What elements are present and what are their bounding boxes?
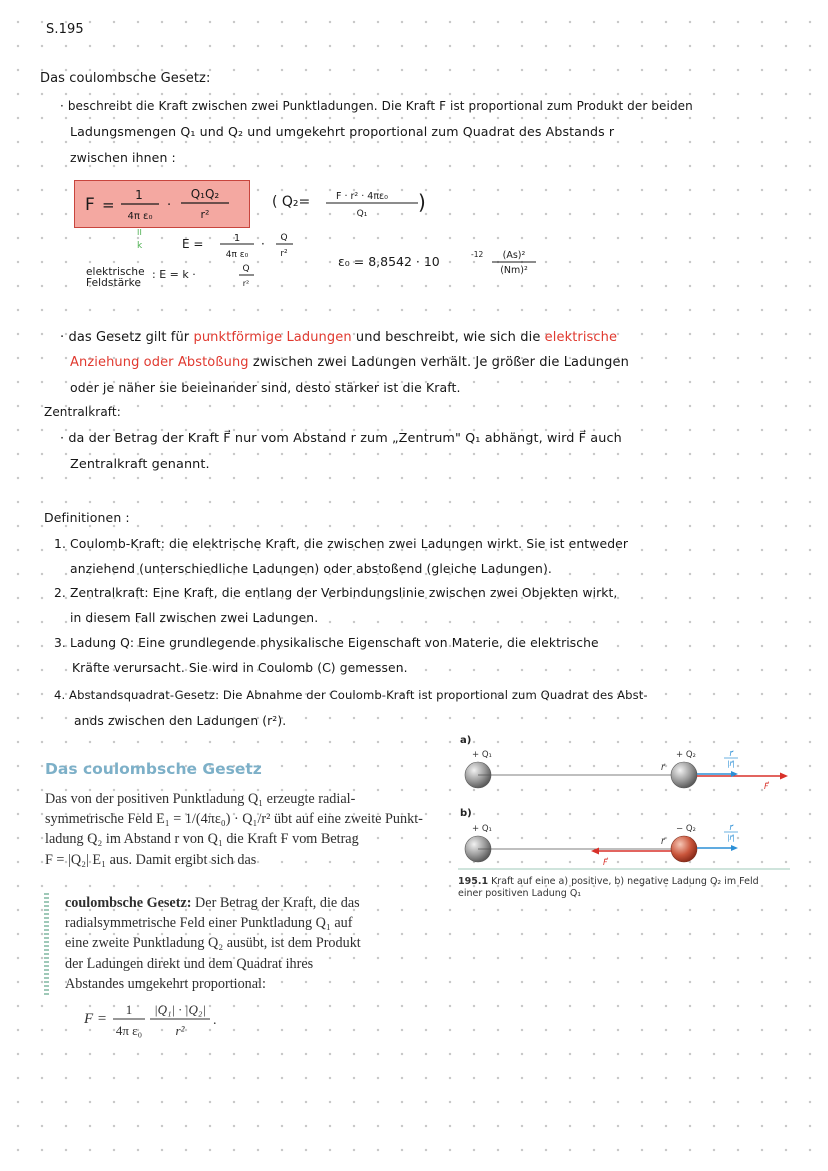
b-force-label: F⃗ <box>603 858 608 867</box>
section-title: Das coulombsche Gesetz: <box>40 71 211 86</box>
tbf-num2: |Q₁| · |Q₂| <box>154 1002 206 1017</box>
a-force-arrowhead <box>780 773 788 780</box>
q2-left: ( Q₂= <box>272 194 311 210</box>
law-note-1-red: punktförmige Ladungen <box>193 330 352 345</box>
definition-1-line-2: anziehend (unterschiedliche Ladungen) oder abstoßend (gleiche Ladungen). <box>70 561 552 576</box>
definition-4-line-1: 4. Abstandsquadrat-Gesetz: Die Abnahme der Coulomb-Kraft ist proportional zum Quadrat des Abst- <box>54 688 648 702</box>
law-note-2-red: Anziehung oder Abstoßung <box>70 355 249 370</box>
caption-line-1 <box>458 876 788 888</box>
field-strength-label-2: Feldstärke <box>86 277 142 289</box>
law-note-1a: · das Gesetz gilt für <box>60 330 194 345</box>
formula-den2: r² <box>200 208 210 221</box>
textbook-box-bold: coulombsche Gesetz: <box>65 895 192 911</box>
figure-caption <box>458 876 788 900</box>
formula-eq: = <box>102 196 115 214</box>
textbook-box-line-2: radialsymmetrische Feld einer Punktladung Q₁ auf <box>65 915 353 932</box>
fs-den: r² <box>242 279 250 288</box>
fs-formula: : E = k · <box>152 268 196 281</box>
field-strength-formula <box>150 260 260 292</box>
q2-den: Q₁ <box>356 209 368 219</box>
k-equals-marker: II <box>137 228 142 237</box>
b-q2-label: − Q₂ <box>676 824 696 834</box>
textbook-paragraph <box>45 789 445 870</box>
law-note-line-1 <box>60 330 617 345</box>
definitions-title: Definitionen : <box>44 510 130 525</box>
page-number: S.195 <box>46 22 84 37</box>
textbook-box-line-4: der Ladungen direkt und dem Quadrat ihres <box>65 955 314 972</box>
a-force-label: F⃗ <box>764 782 769 791</box>
definition-4-line-2: ands zwischen den Ladungen (r²). <box>74 714 287 728</box>
textbook-box-line-5: Abstandes umgekehrt proportional: <box>65 975 266 992</box>
formula-dot: · <box>167 198 172 213</box>
b-r-vec: r⃗ <box>661 837 665 847</box>
central-title: Zentralkraft: <box>44 405 121 419</box>
textbook-p1-line-2: symmetrische Feld E₁ = 1/(4πε₀) · Q₁/r² übt auf eine zweite Punkt- <box>45 811 423 828</box>
tbf-den2: r² <box>175 1023 185 1038</box>
formula-f: F <box>85 195 95 215</box>
b-unit-arrowhead <box>731 845 738 851</box>
tbf-end: . <box>213 1013 217 1028</box>
eps-lhs: ε₀ = 8,8542 · 10 <box>338 254 440 269</box>
law-note-2b: zwischen zwei Ladungen verhält. Je größer die Ladungen <box>248 355 629 370</box>
tbf-lhs: F = <box>84 1011 108 1027</box>
k-marker: k <box>137 241 143 251</box>
epsilon-constant <box>336 246 556 278</box>
textbook-box-formula <box>82 998 232 1042</box>
textbook-p1-line-3: ladung Q₂ im Abstand r von Q₁ die Kraft F vom Betrag <box>45 831 359 848</box>
a-unit-num: r⃗ <box>729 749 733 758</box>
field-den2: r² <box>280 249 288 259</box>
textbook-title: Das coulombsche Gesetz <box>45 760 262 778</box>
q2-formula <box>268 182 438 222</box>
law-note-line-3: oder je näher sie beieinander sind, desto stärker ist die Kraft. <box>70 380 461 395</box>
eps-den: (Nm)² <box>500 265 528 276</box>
textbook-box-line-1-rest: Der Betrag der Kraft, die das <box>191 895 360 911</box>
field-num1: 1 <box>233 233 241 244</box>
law-note-1b: und beschreibt, wie sich die <box>351 330 545 345</box>
tbf-num1: 1 <box>125 1002 133 1017</box>
caption-text: Kraft auf eine a) positive, b) negative Ladung Q₂ im Feld <box>488 876 759 887</box>
a-r-vec: r⃗ <box>661 763 665 773</box>
law-note-1-red2: elektrische <box>544 330 618 345</box>
eps-exp: -12 <box>471 250 484 259</box>
b-force-arrowhead <box>591 848 599 855</box>
figure-diagram <box>458 745 798 870</box>
field-num2: Q <box>280 233 288 243</box>
a-q2-label: + Q₂ <box>676 750 696 760</box>
intro-line-3: zwischen ihnen : <box>70 150 176 165</box>
field-strength-label-1: elektrische <box>86 266 145 278</box>
textbook-p1-line-4: F = |Q₂| E₁ aus. Damit ergibt sich das <box>45 851 257 868</box>
textbook-box-line-1 <box>65 893 445 913</box>
a-q2-sphere <box>671 762 697 788</box>
b-unit-num: r⃗ <box>729 823 733 832</box>
formula-num1: 1 <box>135 188 143 202</box>
formula-den1: 4π ε₀ <box>127 211 153 222</box>
q2-right: ) <box>418 190 426 214</box>
definition-2-line-2: in diesem Fall zwischen zwei Ladungen. <box>70 611 319 625</box>
field-formula <box>180 228 310 262</box>
definition-2-line-1: 2. Zentralkraft: Eine Kraft, die entlang der Verbindungslinie zwischen zwei Objekten wirkt, <box>54 586 618 600</box>
intro-line-1: · beschreibt die Kraft zwischen zwei Punktladungen. Die Kraft F ist proportional zum Produkt der beiden <box>60 99 693 113</box>
figure-a-label: a) <box>460 735 472 746</box>
q2-num: F · r² · 4πε₀ <box>335 191 389 202</box>
definition-1-line-1: 1. Coulomb-Kraft: die elektrische Kraft, die zwischen zwei Ladungen wirkt. Sie ist entweder <box>54 536 629 551</box>
tbf-den1: 4π ε₀ <box>115 1023 143 1038</box>
eps-num: (As)² <box>502 250 526 261</box>
textbook-box-line-3: eine zweite Punktladung Q₂ ausübt, ist dem Produkt <box>65 935 361 952</box>
fs-num: Q <box>242 264 250 274</box>
a-unit-den: |r⃗| <box>727 760 735 768</box>
field-den1: 4π ε₀ <box>225 250 249 260</box>
field-e: E = <box>182 237 204 251</box>
b-q1-label: + Q₁ <box>472 824 492 834</box>
field-dot: · <box>261 237 265 251</box>
central-line-1: · da der Betrag der Kraft F⃗ nur vom Abstand r zum „Zentrum" Q₁ abhängt, wird F⃗ auch <box>60 431 622 446</box>
b-q2-sphere <box>671 836 697 862</box>
caption-line-2: einer positiven Ladung Q₁ <box>458 888 582 899</box>
definition-3-line-1: 3. Ladung Q: Eine grundlegende physikalische Eigenschaft von Materie, die elektrische <box>54 636 599 650</box>
textbook-box-marker <box>44 893 49 997</box>
formula-num2: Q₁Q₂ <box>190 187 220 201</box>
intro-line-2: Ladungsmengen Q₁ und Q₂ und umgekehrt proportional zum Quadrat des Abstands r <box>70 124 615 139</box>
law-note-line-2 <box>70 355 629 370</box>
caption-number: 195.1 <box>458 876 489 887</box>
textbook-p1-line-1: Das von der positiven Punktladung Q₁ erzeugte radial- <box>45 791 356 807</box>
central-line-2: Zentralkraft genannt. <box>70 457 210 472</box>
b-unit-den: |r⃗| <box>727 834 735 842</box>
definition-3-line-2: Kräfte verursacht. Sie wird in Coulomb (C) gemessen. <box>72 661 408 675</box>
coulomb-formula-box <box>74 180 250 228</box>
figure-b-label: b) <box>460 808 472 819</box>
textbook-box <box>65 893 445 994</box>
a-q1-label: + Q₁ <box>472 750 492 760</box>
